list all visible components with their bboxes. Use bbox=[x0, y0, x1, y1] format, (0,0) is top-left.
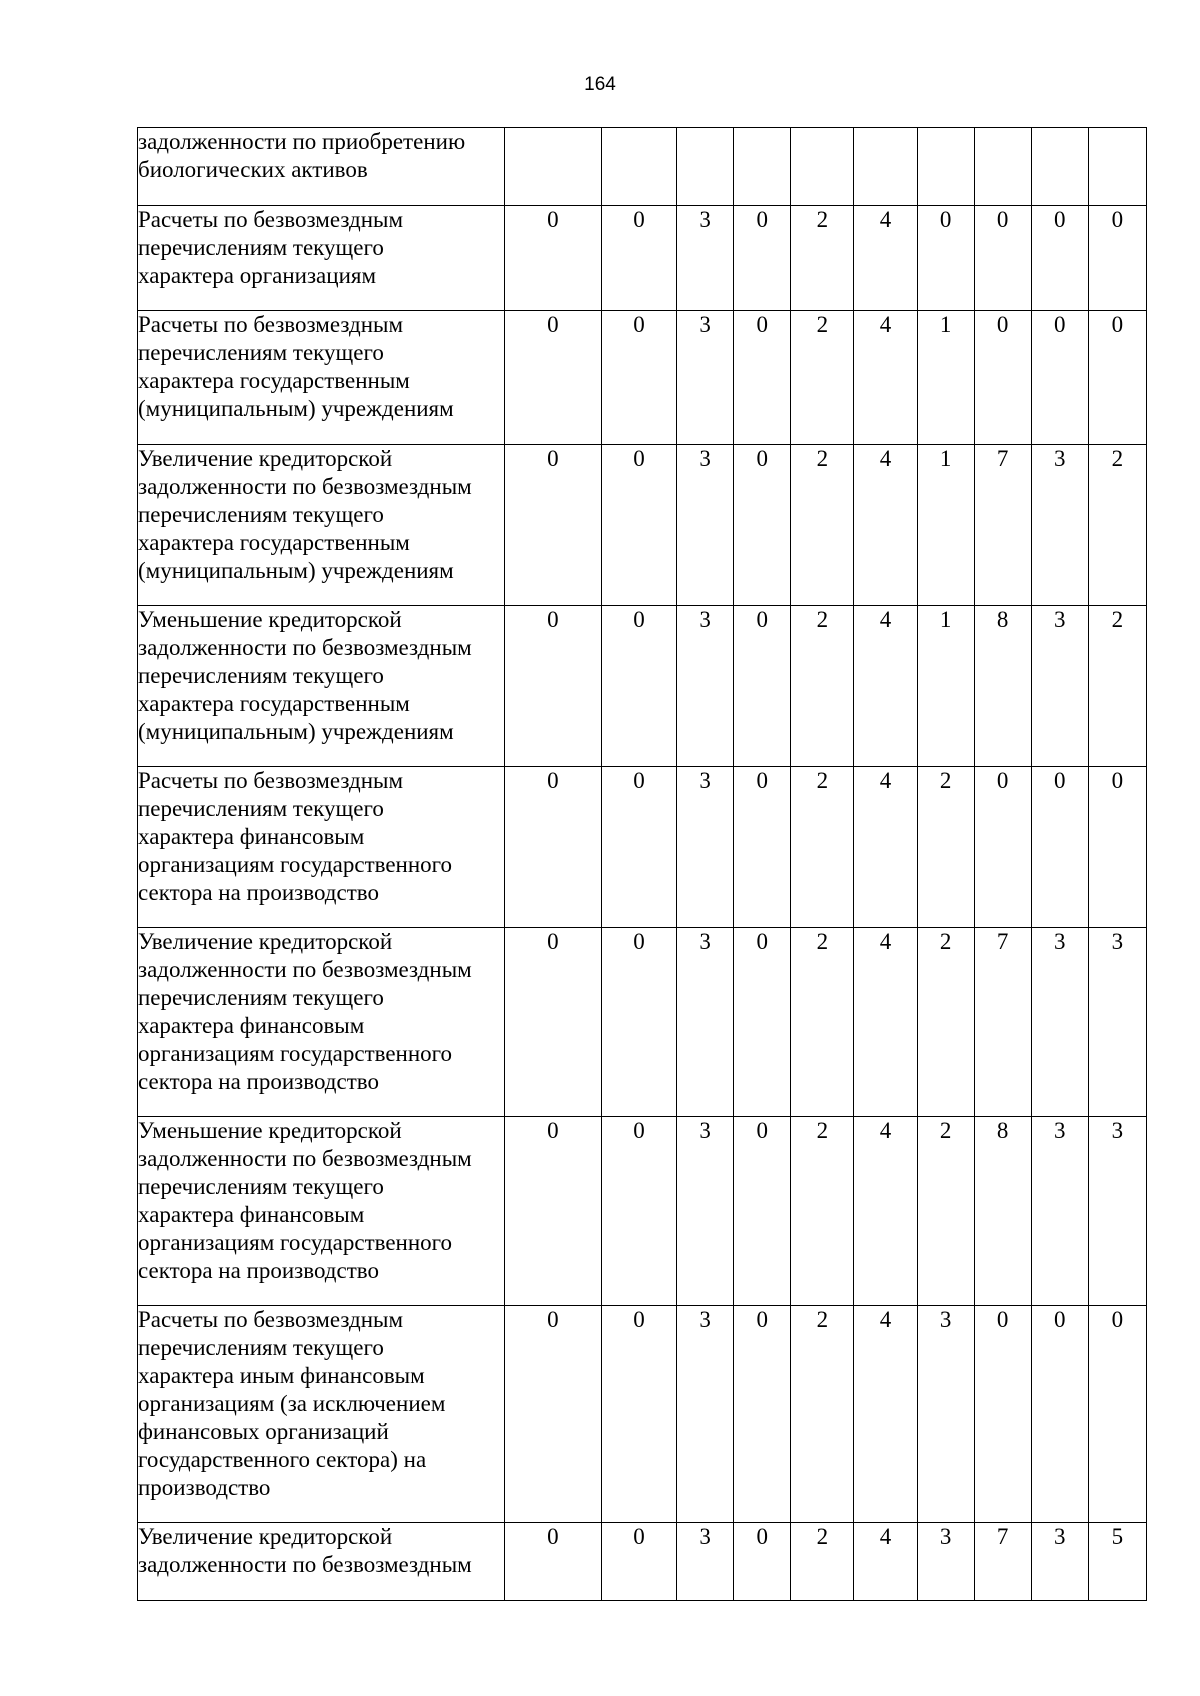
code-digit-cell: 0 bbox=[601, 311, 676, 445]
description-line: биологических активов bbox=[138, 157, 368, 182]
code-digit-cell: 0 bbox=[1031, 767, 1088, 928]
description-line: задолженности по безвозмездным bbox=[138, 474, 472, 499]
table-row bbox=[138, 606, 1147, 767]
description-line: характера государственным bbox=[138, 368, 410, 393]
description-line: перечислениям текущего bbox=[138, 235, 384, 260]
code-digit-cell: 2 bbox=[917, 928, 974, 1117]
code-digit-cell: 0 bbox=[974, 206, 1031, 311]
code-digit-cell: 0 bbox=[504, 206, 601, 311]
code-digit-cell: 4 bbox=[854, 767, 917, 928]
code-digit-cell: 0 bbox=[1088, 206, 1146, 311]
code-digit-cell: 2 bbox=[917, 1117, 974, 1306]
description-line: организациям государственного bbox=[138, 1041, 453, 1066]
code-digit-cell: 0 bbox=[917, 206, 974, 311]
code-digit-cell: 1 bbox=[917, 311, 974, 445]
row-description bbox=[138, 1306, 505, 1523]
code-digit-cell: 0 bbox=[504, 311, 601, 445]
code-digit-cell: 0 bbox=[1088, 311, 1146, 445]
row-description bbox=[138, 1523, 505, 1601]
code-digit-cell: 0 bbox=[601, 1117, 676, 1306]
code-digit-cell: 4 bbox=[854, 1117, 917, 1306]
code-digit-cell: 3 bbox=[677, 928, 734, 1117]
code-digit-cell: 7 bbox=[974, 928, 1031, 1117]
code-digit-cell: 0 bbox=[504, 1306, 601, 1523]
description-line: Увеличение кредиторской bbox=[138, 1524, 393, 1549]
description-line: перечислениям текущего bbox=[138, 796, 384, 821]
description-line: задолженности по безвозмездным bbox=[138, 1146, 472, 1171]
code-digit-cell: 3 bbox=[1031, 1523, 1088, 1601]
code-digit-cell: 2 bbox=[1088, 606, 1146, 767]
code-digit-cell: 0 bbox=[974, 767, 1031, 928]
code-digit-cell: 4 bbox=[854, 1306, 917, 1523]
code-digit-cell: 2 bbox=[791, 928, 854, 1117]
code-digit-cell: 4 bbox=[854, 206, 917, 311]
row-description bbox=[138, 1117, 505, 1306]
code-digit-cell: 3 bbox=[677, 767, 734, 928]
description-line: перечислениям текущего bbox=[138, 663, 384, 688]
table-row bbox=[138, 1117, 1147, 1306]
description-line: характера иным финансовым bbox=[138, 1363, 425, 1388]
code-digit-cell: 8 bbox=[974, 1117, 1031, 1306]
description-line: организациям государственного bbox=[138, 852, 453, 877]
code-digit-cell: 0 bbox=[601, 445, 676, 606]
code-digit-cell bbox=[791, 128, 854, 206]
description-line: Расчеты по безвозмездным bbox=[138, 768, 404, 793]
table-row bbox=[138, 928, 1147, 1117]
code-digit-cell bbox=[917, 128, 974, 206]
description-line: Увеличение кредиторской bbox=[138, 446, 393, 471]
code-digit-cell: 3 bbox=[677, 1523, 734, 1601]
code-digit-cell: 3 bbox=[1031, 445, 1088, 606]
table-row bbox=[138, 128, 1147, 206]
code-digit-cell: 0 bbox=[601, 1306, 676, 1523]
code-digit-cell: 3 bbox=[677, 1306, 734, 1523]
code-digit-cell: 0 bbox=[734, 1306, 791, 1523]
code-digit-cell bbox=[854, 128, 917, 206]
description-line: финансовых организаций bbox=[138, 1419, 389, 1444]
code-digit-cell: 3 bbox=[677, 1117, 734, 1306]
code-digit-cell: 0 bbox=[734, 767, 791, 928]
code-digit-cell bbox=[974, 128, 1031, 206]
row-description bbox=[138, 311, 505, 445]
description-line: перечислениям текущего bbox=[138, 340, 384, 365]
row-description bbox=[138, 206, 505, 311]
description-line: организациям (за исключением bbox=[138, 1391, 446, 1416]
description-line: государственного сектора) на bbox=[138, 1447, 427, 1472]
code-digit-cell: 0 bbox=[1031, 1306, 1088, 1523]
code-digit-cell: 2 bbox=[791, 1306, 854, 1523]
description-line: перечислениям текущего bbox=[138, 1335, 384, 1360]
code-digit-cell: 0 bbox=[734, 445, 791, 606]
code-digit-cell: 3 bbox=[677, 311, 734, 445]
row-description bbox=[138, 445, 505, 606]
table-row bbox=[138, 1306, 1147, 1523]
code-digit-cell: 0 bbox=[504, 928, 601, 1117]
code-digit-cell: 3 bbox=[1031, 1117, 1088, 1306]
code-digit-cell bbox=[601, 128, 676, 206]
code-digit-cell: 0 bbox=[504, 767, 601, 928]
description-line: производство bbox=[138, 1475, 271, 1500]
code-digit-cell: 0 bbox=[601, 1523, 676, 1601]
code-digit-cell: 7 bbox=[974, 445, 1031, 606]
code-digit-cell: 0 bbox=[1031, 206, 1088, 311]
code-digit-cell bbox=[677, 128, 734, 206]
code-digit-cell: 0 bbox=[601, 206, 676, 311]
code-digit-cell: 3 bbox=[1088, 1117, 1146, 1306]
page-number: 164 bbox=[584, 74, 616, 95]
code-digit-cell: 0 bbox=[504, 1117, 601, 1306]
code-digit-cell bbox=[1088, 128, 1146, 206]
code-digit-cell: 0 bbox=[734, 1117, 791, 1306]
code-digit-cell: 3 bbox=[677, 606, 734, 767]
code-digit-cell: 8 bbox=[974, 606, 1031, 767]
table-row bbox=[138, 206, 1147, 311]
code-digit-cell: 0 bbox=[1088, 767, 1146, 928]
description-line: задолженности по безвозмездным bbox=[138, 1552, 472, 1577]
description-line: задолженности по безвозмездным bbox=[138, 635, 472, 660]
description-line: перечислениям текущего bbox=[138, 1174, 384, 1199]
row-description bbox=[138, 606, 505, 767]
code-digit-cell: 3 bbox=[677, 445, 734, 606]
code-digit-cell: 2 bbox=[917, 767, 974, 928]
code-digit-cell: 0 bbox=[974, 1306, 1031, 1523]
description-line: (муниципальным) учреждениям bbox=[138, 719, 454, 744]
code-digit-cell: 0 bbox=[734, 928, 791, 1117]
code-digit-cell: 0 bbox=[504, 606, 601, 767]
table-row bbox=[138, 311, 1147, 445]
code-digit-cell: 0 bbox=[601, 606, 676, 767]
code-digit-cell: 3 bbox=[1031, 928, 1088, 1117]
code-digit-cell: 0 bbox=[1031, 311, 1088, 445]
code-digit-cell: 3 bbox=[917, 1306, 974, 1523]
code-digit-cell: 2 bbox=[791, 311, 854, 445]
description-line: (муниципальным) учреждениям bbox=[138, 396, 454, 421]
code-digit-cell: 5 bbox=[1088, 1523, 1146, 1601]
code-digit-cell: 2 bbox=[791, 1523, 854, 1601]
description-line: Уменьшение кредиторской bbox=[138, 1118, 402, 1143]
description-line: (муниципальным) учреждениям bbox=[138, 558, 454, 583]
description-line: характера государственным bbox=[138, 691, 410, 716]
code-digit-cell bbox=[1031, 128, 1088, 206]
description-line: Расчеты по безвозмездным bbox=[138, 207, 404, 232]
code-digit-cell: 0 bbox=[734, 311, 791, 445]
description-line: характера финансовым bbox=[138, 824, 365, 849]
code-digit-cell: 2 bbox=[791, 206, 854, 311]
code-digit-cell: 0 bbox=[601, 767, 676, 928]
description-line: Уменьшение кредиторской bbox=[138, 607, 402, 632]
code-digit-cell: 0 bbox=[601, 928, 676, 1117]
row-description bbox=[138, 128, 505, 206]
code-digit-cell: 3 bbox=[1088, 928, 1146, 1117]
code-digit-cell: 1 bbox=[917, 606, 974, 767]
code-digit-cell: 4 bbox=[854, 311, 917, 445]
description-line: Расчеты по безвозмездным bbox=[138, 312, 404, 337]
code-digit-cell: 0 bbox=[504, 445, 601, 606]
code-digit-cell: 4 bbox=[854, 445, 917, 606]
code-digit-cell: 1 bbox=[917, 445, 974, 606]
row-description bbox=[138, 767, 505, 928]
description-line: характера финансовым bbox=[138, 1013, 365, 1038]
code-digit-cell: 2 bbox=[791, 767, 854, 928]
code-digit-cell: 0 bbox=[734, 206, 791, 311]
code-digit-cell: 2 bbox=[791, 606, 854, 767]
code-digit-cell: 0 bbox=[974, 311, 1031, 445]
code-digit-cell: 4 bbox=[854, 1523, 917, 1601]
description-line: задолженности по безвозмездным bbox=[138, 957, 472, 982]
code-digit-cell: 3 bbox=[677, 206, 734, 311]
code-digit-cell: 0 bbox=[1088, 1306, 1146, 1523]
code-digit-cell: 0 bbox=[504, 1523, 601, 1601]
description-line: характера финансовым bbox=[138, 1202, 365, 1227]
code-digit-cell: 4 bbox=[854, 606, 917, 767]
description-line: характера организациям bbox=[138, 263, 377, 288]
description-line: перечислениям текущего bbox=[138, 502, 384, 527]
description-line: Расчеты по безвозмездным bbox=[138, 1307, 404, 1332]
description-line: задолженности по приобретению bbox=[138, 129, 466, 154]
code-table bbox=[137, 127, 1147, 1601]
code-digit-cell: 3 bbox=[1031, 606, 1088, 767]
description-line: характера государственным bbox=[138, 530, 410, 555]
code-digit-cell: 2 bbox=[791, 1117, 854, 1306]
table-row bbox=[138, 767, 1147, 928]
description-line: сектора на производство bbox=[138, 880, 379, 905]
description-line: сектора на производство bbox=[138, 1258, 379, 1283]
code-digit-cell: 2 bbox=[791, 445, 854, 606]
description-line: организациям государственного bbox=[138, 1230, 453, 1255]
description-line: сектора на производство bbox=[138, 1069, 379, 1094]
code-digit-cell: 3 bbox=[917, 1523, 974, 1601]
code-digit-cell: 2 bbox=[1088, 445, 1146, 606]
code-digit-cell: 0 bbox=[734, 1523, 791, 1601]
code-digit-cell bbox=[734, 128, 791, 206]
table-row bbox=[138, 445, 1147, 606]
code-digit-cell: 0 bbox=[734, 606, 791, 767]
code-digit-cell bbox=[504, 128, 601, 206]
row-description bbox=[138, 928, 505, 1117]
description-line: перечислениям текущего bbox=[138, 985, 384, 1010]
table-row bbox=[138, 1523, 1147, 1601]
description-line: Увеличение кредиторской bbox=[138, 929, 393, 954]
code-digit-cell: 7 bbox=[974, 1523, 1031, 1601]
code-digit-cell: 4 bbox=[854, 928, 917, 1117]
